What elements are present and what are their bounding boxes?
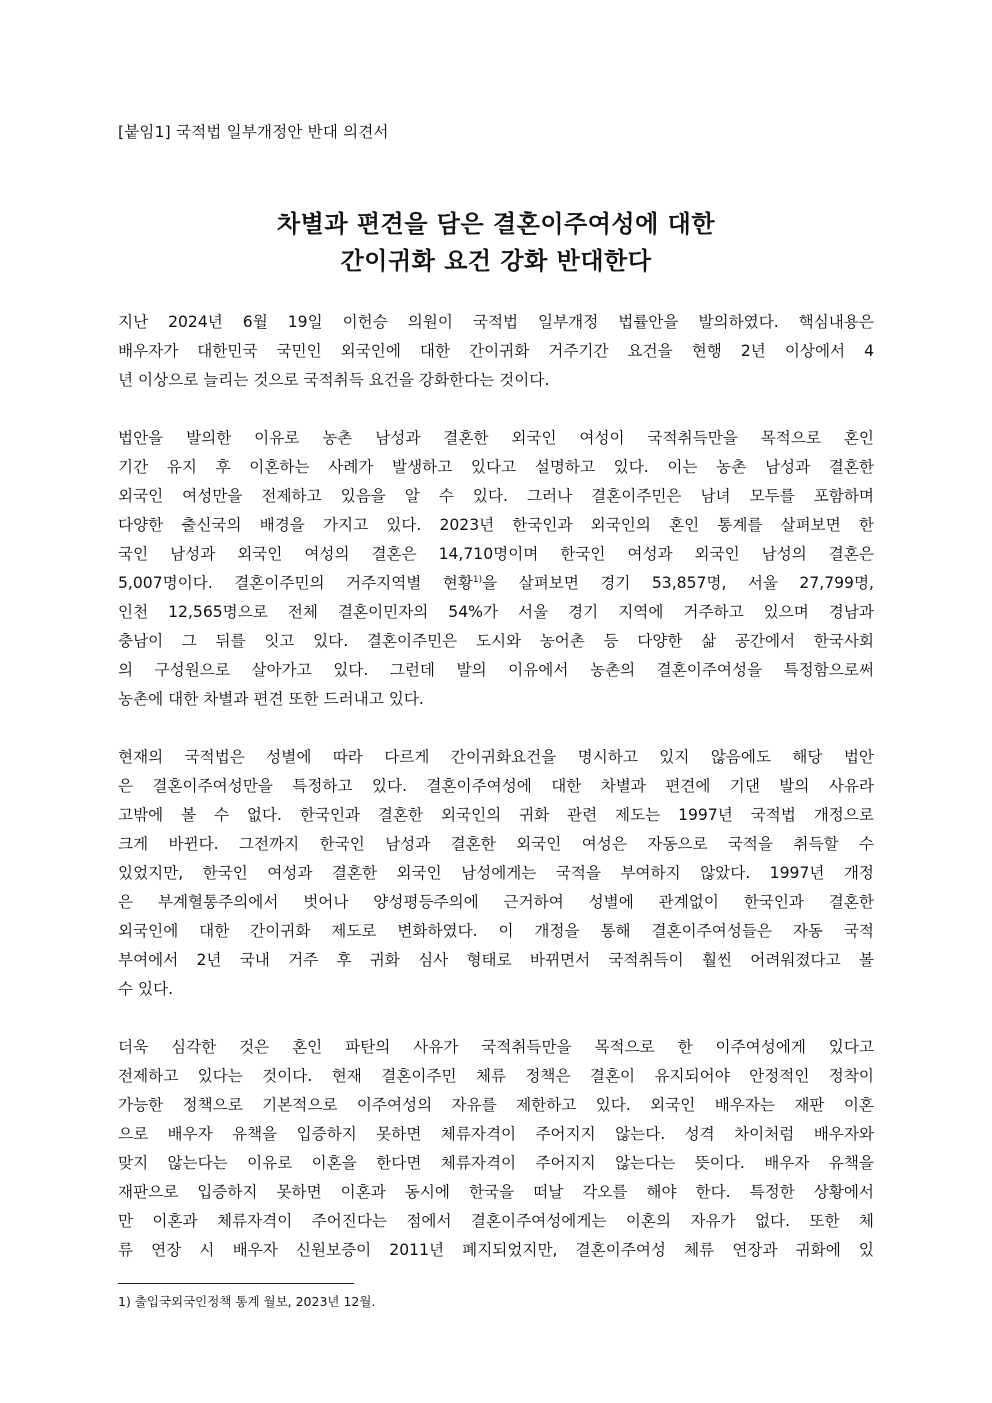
text-line: 으로 배우자 유책을 입증하지 못하면 체류자격이 주어지지 않는다. 성격 차이처럼 배우자와: [118, 1125, 874, 1143]
text-line: 수 있다.: [118, 980, 174, 998]
paragraph-4: [118, 1033, 874, 1265]
text-line: 은 부계혈통주의에서 벗어나 양성평등주의에 근거하여 성별에 관계없이 한국인과 결혼한: [118, 893, 874, 911]
paragraph-2: [118, 424, 874, 714]
text-line: 인천 12,565명으로 전체 결혼이민자의 54%가 서울 경기 지역에 거주하고 있으며 경남과: [118, 603, 874, 621]
text-line: 은 결혼이주여성만을 특정하고 있다. 결혼이주여성에 대한 차별과 편견에 기댄 발의 사유라: [118, 777, 874, 795]
text-line: 재판으로 입증하지 못하면 이혼과 동시에 한국을 떠날 각오를 해야 한다. 특정한 상황에서: [118, 1183, 874, 1201]
paragraph-1: [118, 308, 874, 395]
text-line: 류 연장 시 배우자 신원보증이 2011년 폐지되었지만, 결혼이주여성 체류 연장과 귀화에 있: [118, 1241, 874, 1259]
text-line: 외국인 여성만을 전제하고 있음을 알 수 있다. 그러나 결혼이주민은 남녀 모두를 포함하며: [118, 487, 874, 505]
paragraph-3: [118, 743, 874, 1004]
text-line: 있었지만, 한국인 여성과 결혼한 외국인 남성에게는 국적을 부여하지 않았다. 1997년 개정: [118, 864, 874, 882]
text-line: 맞지 않는다는 이유로 이혼을 한다면 체류자격이 주어지지 않는다는 뜻이다. 배우자 유책을: [118, 1154, 874, 1172]
text-line: 크게 바뀐다. 그전까지 한국인 남성과 결혼한 외국인 여성은 자동으로 국적을 취득할 수: [118, 835, 874, 853]
text-line: 국인 남성과 외국인 여성의 결혼은 14,710명이며 한국인 여성과 외국인 남성의 결혼은: [118, 545, 874, 563]
text-line: 현재의 국적법은 성별에 따라 다르게 간이귀화요건을 명시하고 있지 않음에도 해당 법안: [118, 748, 874, 766]
text-segment: 5,007명이다. 결혼이주민의 거주지역별 현황: [118, 574, 473, 592]
text-line: 전제하고 있다는 것이다. 현재 결혼이주민 체류 정책은 결혼이 유지되어야 안정적인 정착이: [118, 1067, 874, 1085]
text-segment: 을 살펴보면 경기 53,857명, 서울 27,799명,: [482, 574, 874, 592]
text-line-with-footnote: [118, 569, 874, 598]
document-title-line-2: 간이귀화 요건 강화 반대한다: [340, 246, 652, 275]
text-line: 법안을 발의한 이유로 농촌 남성과 결혼한 외국인 여성이 국적취득만을 목적으로 혼인: [118, 429, 874, 447]
text-line: 더욱 심각한 것은 혼인 파탄의 사유가 국적취득만을 목적으로 한 이주여성에게 있다고: [118, 1038, 874, 1056]
document-title-line-1: 차별과 편견을 담은 결혼이주여성에 대한: [276, 209, 716, 238]
text-line: 부여에서 2년 국내 거주 후 귀화 심사 형태로 바뀌면서 국적취득이 훨씬 어려워졌다고 볼: [118, 951, 874, 969]
text-line: 가능한 정책으로 기본적으로 이주여성의 자유를 제한하고 있다. 외국인 배우자는 재판 이혼: [118, 1096, 874, 1114]
footnote-divider: [118, 1283, 354, 1284]
text-line: 기간 유지 후 이혼하는 사례가 발생하고 있다고 설명하고 있다. 이는 농촌 남성과 결혼한: [118, 458, 874, 476]
text-line: 의 구성원으로 살아가고 있다. 그런데 발의 이유에서 농촌의 결혼이주여성을 특정함으로써: [118, 661, 874, 679]
text-line: 고밖에 볼 수 없다. 한국인과 결혼한 외국인의 귀화 관련 제도는 1997년 국적법 개정으로: [118, 806, 874, 824]
text-line: 지난 2024년 6월 19일 이헌승 의원이 국적법 일부개정 법률안을 발의하였다. 핵심내용은: [118, 313, 874, 331]
text-line: 만 이혼과 체류자격이 주어진다는 점에서 결혼이주여성에게는 이혼의 자유가 없다. 또한 체: [118, 1212, 874, 1230]
footnote-text: 1) 출입국외국인정책 통계 월보, 2023년 12월.: [118, 1294, 376, 1309]
footnote-reference[interactable]: 1): [472, 575, 483, 585]
text-line: 년 이상으로 늘리는 것으로 국적취득 요건을 강화한다는 것이다.: [118, 371, 550, 389]
document-body: [118, 308, 874, 1294]
text-line: 충남이 그 뒤를 잇고 있다. 결혼이주민은 도시와 농어촌 등 다양한 삶 공간에서 한국사회: [118, 632, 874, 650]
text-line: 배우자가 대한민국 국민인 외국인에 대한 간이귀화 거주기간 요건을 현행 2년 이상에서 4: [118, 342, 874, 360]
attachment-label: [붙임1] 국적법 일부개정안 반대 의견서: [118, 123, 389, 141]
text-line: 농촌에 대한 차별과 편견 또한 드러내고 있다.: [118, 690, 424, 708]
text-line: 다양한 출신국의 배경을 가지고 있다. 2023년 한국인과 외국인의 혼인 통계를 살펴보면 한: [118, 516, 874, 534]
text-line: 외국인에 대한 간이귀화 제도로 변화하였다. 이 개정을 통해 결혼이주여성들은 자동 국적: [118, 922, 874, 940]
